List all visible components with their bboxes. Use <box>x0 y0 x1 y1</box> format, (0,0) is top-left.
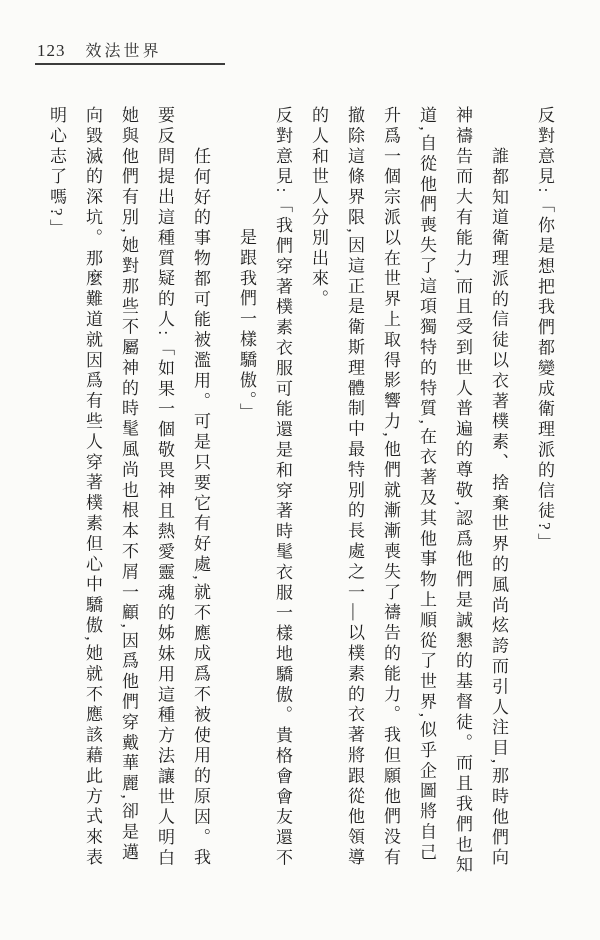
reply-paragraph-1: 誰都知道衛理派的信徒以衣著樸素、捨棄世界的風尚炫誇而引人注目,那時他們向神禱告而大有能力,而且受到世人普遍的尊敬,認爲他們是誠懇的基督徒。而且我們也知道,自從他們喪失了這項獨特的特質,在衣著及其他事物上順從了世界,似乎企圖將自己升爲一個宗派以在世界上取得影響力,他們就漸漸喪失了禱告的能力。我但願他們没有撤除這條界限,因這正是衛斯理體制中最特別的長處之一—以樸素的衣著將跟從他領導的人和世人分別出來。 <box>309 106 508 877</box>
chapter-title: 效法世界 <box>85 43 162 60</box>
page-header <box>37 38 162 61</box>
text-body <box>38 106 562 906</box>
objection-paragraph-1: 反對意見:「你是想把我們都變成衛理派的信徒?」 <box>535 106 554 554</box>
objection-paragraph-2: 反對意見:「我們穿著樸素衣服可能還是和穿著時髦衣服一樣地驕傲。貴格會會友還不是跟我們一樣驕傲。」 <box>237 106 292 869</box>
reply-paragraph-2: 任何好的事物都可能被濫用。可是只要它有好處,就不應成爲不被使用的原因。我要反問提出這種質疑的人:「如果一個敬畏神且熱愛靈魂的姊妹用這種方法讓世人明白她與他們有別,她對那些不屬神的時髦風尚也根本不屑一顧,因爲他們穿戴華麗,卻是邁向毀滅的深坑。那麼難道就因爲有些人穿著樸素但心中驕傲,她就不應該藉此方式來表明心志了嗎?」 <box>47 106 210 869</box>
page-number: 123 <box>37 41 66 60</box>
header-divider <box>35 63 225 65</box>
